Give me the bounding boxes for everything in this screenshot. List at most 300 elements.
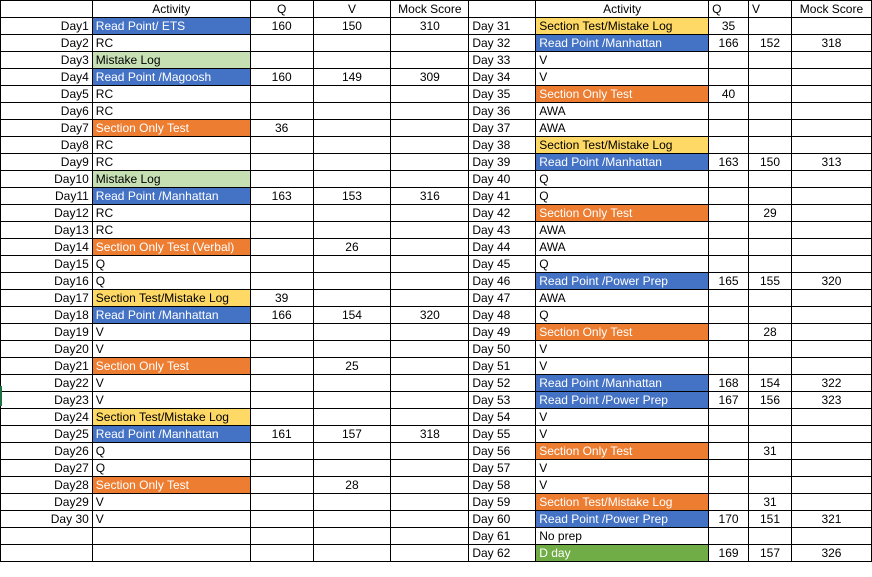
mock-score-cell[interactable] [391,358,469,375]
q-score-cell[interactable] [709,103,749,120]
activity-cell[interactable]: Q [536,256,709,273]
v-score-cell[interactable] [313,103,391,120]
mock-score-cell[interactable] [791,52,871,69]
v-score-cell[interactable] [749,69,792,86]
v-score-cell[interactable] [749,188,792,205]
mock-score-cell[interactable] [791,120,871,137]
q-score-cell[interactable] [250,392,313,409]
header-v-left[interactable]: V [313,1,391,18]
q-score-cell[interactable] [709,222,749,239]
day-cell[interactable]: Day12 [1,205,93,222]
header-mock-left[interactable]: Mock Score [391,1,469,18]
q-score-cell[interactable] [250,154,313,171]
mock-score-cell[interactable]: 326 [791,545,871,562]
q-score-cell[interactable] [250,443,313,460]
day-cell[interactable]: Day 47 [469,290,536,307]
v-score-cell[interactable] [749,239,792,256]
v-score-cell[interactable] [749,426,792,443]
day-cell[interactable]: Day 53 [469,392,536,409]
v-score-cell[interactable]: 31 [749,494,792,511]
v-score-cell[interactable] [313,443,391,460]
day-cell[interactable]: Day16 [1,273,93,290]
v-score-cell[interactable] [749,409,792,426]
activity-cell[interactable]: RC [92,137,250,154]
day-cell[interactable]: Day 54 [469,409,536,426]
v-score-cell[interactable] [313,52,391,69]
mock-score-cell[interactable] [791,256,871,273]
mock-score-cell[interactable] [391,460,469,477]
activity-cell[interactable]: V [92,494,250,511]
activity-cell[interactable]: V [536,460,709,477]
v-score-cell[interactable] [749,171,792,188]
q-score-cell[interactable] [250,52,313,69]
q-score-cell[interactable] [709,120,749,137]
q-score-cell[interactable] [709,443,749,460]
v-score-cell[interactable] [749,307,792,324]
activity-cell[interactable]: Section Only Test [92,120,250,137]
mock-score-cell[interactable] [391,205,469,222]
activity-cell[interactable]: AWA [536,239,709,256]
q-score-cell[interactable] [250,494,313,511]
day-cell[interactable]: Day 49 [469,324,536,341]
mock-score-cell[interactable] [791,18,871,35]
activity-cell[interactable]: Section Only Test [536,324,709,341]
v-score-cell[interactable] [313,324,391,341]
q-score-cell[interactable] [709,528,749,545]
mock-score-cell[interactable] [391,239,469,256]
activity-cell[interactable]: RC [92,222,250,239]
v-score-cell[interactable] [313,154,391,171]
day-cell[interactable]: Day15 [1,256,93,273]
day-cell[interactable]: Day10 [1,171,93,188]
q-score-cell[interactable] [250,545,313,562]
day-cell[interactable]: Day5 [1,86,93,103]
mock-score-cell[interactable] [791,460,871,477]
activity-cell[interactable]: Read Point /Manhattan [92,426,250,443]
mock-score-cell[interactable] [791,290,871,307]
day-cell[interactable]: Day25 [1,426,93,443]
q-score-cell[interactable]: 163 [709,154,749,171]
v-score-cell[interactable]: 31 [749,443,792,460]
day-cell[interactable]: Day11 [1,188,93,205]
q-score-cell[interactable] [709,256,749,273]
q-score-cell[interactable]: 167 [709,392,749,409]
activity-cell[interactable]: V [92,511,250,528]
mock-score-cell[interactable] [791,188,871,205]
mock-score-cell[interactable] [391,528,469,545]
mock-score-cell[interactable] [391,52,469,69]
v-score-cell[interactable]: 29 [749,205,792,222]
mock-score-cell[interactable] [391,409,469,426]
mock-score-cell[interactable]: 310 [391,18,469,35]
day-cell[interactable]: Day18 [1,307,93,324]
day-cell[interactable]: Day20 [1,341,93,358]
day-cell[interactable]: Day 30 [1,511,93,528]
v-score-cell[interactable]: 157 [749,545,792,562]
day-cell[interactable]: Day 42 [469,205,536,222]
header-day-right[interactable] [469,1,536,18]
day-cell[interactable]: Day 33 [469,52,536,69]
v-score-cell[interactable] [313,120,391,137]
day-cell[interactable]: Day 52 [469,375,536,392]
activity-cell[interactable]: No prep [536,528,709,545]
q-score-cell[interactable]: 166 [250,307,313,324]
activity-cell[interactable]: V [92,392,250,409]
day-cell[interactable]: Day7 [1,120,93,137]
activity-cell[interactable]: Q [536,188,709,205]
activity-cell[interactable]: Q [92,256,250,273]
q-score-cell[interactable] [709,205,749,222]
q-score-cell[interactable]: 168 [709,375,749,392]
mock-score-cell[interactable] [391,273,469,290]
v-score-cell[interactable] [313,409,391,426]
mock-score-cell[interactable] [391,443,469,460]
q-score-cell[interactable]: 160 [250,18,313,35]
activity-cell[interactable]: Read Point/ ETS [92,18,250,35]
activity-cell[interactable]: V [536,52,709,69]
day-cell[interactable]: Day 41 [469,188,536,205]
mock-score-cell[interactable]: 320 [791,273,871,290]
activity-cell[interactable]: RC [92,35,250,52]
mock-score-cell[interactable] [391,222,469,239]
v-score-cell[interactable] [313,222,391,239]
v-score-cell[interactable] [749,290,792,307]
mock-score-cell[interactable] [391,375,469,392]
v-score-cell[interactable] [313,494,391,511]
activity-cell[interactable]: V [92,341,250,358]
v-score-cell[interactable] [749,341,792,358]
header-v-right[interactable]: V [749,1,792,18]
mock-score-cell[interactable]: 313 [791,154,871,171]
q-score-cell[interactable] [709,52,749,69]
v-score-cell[interactable] [313,35,391,52]
mock-score-cell[interactable] [791,103,871,120]
q-score-cell[interactable] [250,358,313,375]
day-cell[interactable]: Day 55 [469,426,536,443]
q-score-cell[interactable]: 36 [250,120,313,137]
v-score-cell[interactable] [749,103,792,120]
q-score-cell[interactable] [709,307,749,324]
day-cell[interactable]: Day 61 [469,528,536,545]
mock-score-cell[interactable] [391,494,469,511]
mock-score-cell[interactable]: 322 [791,375,871,392]
day-cell[interactable]: Day 48 [469,307,536,324]
v-score-cell[interactable] [749,120,792,137]
v-score-cell[interactable] [313,375,391,392]
activity-cell[interactable]: Read Point /Manhattan [536,154,709,171]
v-score-cell[interactable] [749,256,792,273]
q-score-cell[interactable]: 166 [709,35,749,52]
day-cell[interactable]: Day 51 [469,358,536,375]
activity-cell[interactable]: AWA [536,290,709,307]
q-score-cell[interactable] [250,86,313,103]
day-cell[interactable]: Day 39 [469,154,536,171]
v-score-cell[interactable] [313,137,391,154]
activity-cell[interactable]: RC [92,154,250,171]
v-score-cell[interactable] [313,171,391,188]
header-activity-right[interactable]: Activity [536,1,709,18]
mock-score-cell[interactable] [391,103,469,120]
v-score-cell[interactable] [749,358,792,375]
day-cell[interactable]: Day 62 [469,545,536,562]
q-score-cell[interactable] [250,409,313,426]
mock-score-cell[interactable] [791,494,871,511]
q-score-cell[interactable]: 35 [709,18,749,35]
q-score-cell[interactable] [250,171,313,188]
day-cell[interactable]: Day14 [1,239,93,256]
day-cell[interactable]: Day17 [1,290,93,307]
v-score-cell[interactable] [749,137,792,154]
activity-cell[interactable]: Read Point /Power Prep [536,392,709,409]
activity-cell[interactable]: V [536,358,709,375]
activity-cell[interactable]: Q [92,273,250,290]
mock-score-cell[interactable] [391,256,469,273]
mock-score-cell[interactable] [391,86,469,103]
activity-cell[interactable]: Read Point /Power Prep [536,273,709,290]
activity-cell[interactable]: Read Point /Manhattan [92,307,250,324]
day-cell[interactable]: Day27 [1,460,93,477]
day-cell[interactable]: Day 37 [469,120,536,137]
day-cell[interactable]: Day 45 [469,256,536,273]
mock-score-cell[interactable] [391,120,469,137]
day-cell[interactable]: Day 60 [469,511,536,528]
mock-score-cell[interactable]: 316 [391,188,469,205]
v-score-cell[interactable]: 151 [749,511,792,528]
mock-score-cell[interactable] [391,545,469,562]
header-activity-left[interactable]: Activity [92,1,250,18]
mock-score-cell[interactable] [791,171,871,188]
activity-cell[interactable]: Q [92,460,250,477]
q-score-cell[interactable] [250,273,313,290]
mock-score-cell[interactable] [791,205,871,222]
activity-cell[interactable]: V [92,375,250,392]
q-score-cell[interactable] [250,222,313,239]
v-score-cell[interactable] [313,341,391,358]
mock-score-cell[interactable]: 318 [791,35,871,52]
activity-cell[interactable]: Read Point /Magoosh [92,69,250,86]
v-score-cell[interactable] [749,18,792,35]
mock-score-cell[interactable] [391,511,469,528]
day-cell[interactable]: Day 58 [469,477,536,494]
activity-cell[interactable]: Section Test/Mistake Log [92,290,250,307]
day-cell[interactable] [1,528,93,545]
day-cell[interactable]: Day 35 [469,86,536,103]
v-score-cell[interactable] [313,290,391,307]
v-score-cell[interactable]: 154 [313,307,391,324]
day-cell[interactable]: Day24 [1,409,93,426]
day-cell[interactable]: Day8 [1,137,93,154]
mock-score-cell[interactable] [391,392,469,409]
mock-score-cell[interactable] [791,528,871,545]
day-cell[interactable]: Day 36 [469,103,536,120]
activity-cell[interactable]: AWA [536,103,709,120]
day-cell[interactable] [1,545,93,562]
v-score-cell[interactable] [749,528,792,545]
q-score-cell[interactable] [709,341,749,358]
v-score-cell[interactable] [313,86,391,103]
v-score-cell[interactable] [313,273,391,290]
mock-score-cell[interactable] [391,137,469,154]
mock-score-cell[interactable] [791,239,871,256]
day-cell[interactable]: Day13 [1,222,93,239]
activity-cell[interactable]: Section Only Test [536,443,709,460]
q-score-cell[interactable] [709,324,749,341]
q-score-cell[interactable]: 39 [250,290,313,307]
q-score-cell[interactable] [709,290,749,307]
day-cell[interactable]: Day 34 [469,69,536,86]
activity-cell[interactable]: Section Only Test [536,86,709,103]
q-score-cell[interactable] [250,460,313,477]
day-cell[interactable]: Day26 [1,443,93,460]
activity-cell[interactable]: V [536,69,709,86]
day-cell[interactable]: Day9 [1,154,93,171]
q-score-cell[interactable] [709,409,749,426]
mock-score-cell[interactable] [791,324,871,341]
activity-cell[interactable]: Read Point /Manhattan [536,35,709,52]
day-cell[interactable]: Day 59 [469,494,536,511]
activity-cell[interactable]: V [536,341,709,358]
activity-cell[interactable]: AWA [536,120,709,137]
v-score-cell[interactable] [749,477,792,494]
mock-score-cell[interactable]: 318 [391,426,469,443]
activity-cell[interactable]: Read Point /Power Prep [536,511,709,528]
q-score-cell[interactable] [250,477,313,494]
day-cell[interactable]: Day19 [1,324,93,341]
mock-score-cell[interactable] [391,35,469,52]
mock-score-cell[interactable] [391,477,469,494]
q-score-cell[interactable] [250,103,313,120]
mock-score-cell[interactable] [391,154,469,171]
day-cell[interactable]: Day 31 [469,18,536,35]
q-score-cell[interactable]: 169 [709,545,749,562]
q-score-cell[interactable]: 161 [250,426,313,443]
v-score-cell[interactable] [313,528,391,545]
mock-score-cell[interactable] [791,69,871,86]
q-score-cell[interactable] [709,460,749,477]
activity-cell[interactable]: V [536,426,709,443]
q-score-cell[interactable] [250,528,313,545]
activity-cell[interactable]: Mistake Log [92,52,250,69]
activity-cell[interactable]: Section Test/Mistake Log [536,494,709,511]
v-score-cell[interactable]: 28 [313,477,391,494]
v-score-cell[interactable]: 149 [313,69,391,86]
activity-cell[interactable]: RC [92,103,250,120]
activity-cell[interactable] [92,545,250,562]
v-score-cell[interactable] [313,460,391,477]
mock-score-cell[interactable] [791,358,871,375]
v-score-cell[interactable]: 154 [749,375,792,392]
activity-cell[interactable]: Section Only Test [536,205,709,222]
activity-cell[interactable]: V [536,477,709,494]
mock-score-cell[interactable] [391,324,469,341]
v-score-cell[interactable] [313,205,391,222]
day-cell[interactable]: Day 32 [469,35,536,52]
activity-cell[interactable]: V [92,324,250,341]
v-score-cell[interactable] [749,460,792,477]
mock-score-cell[interactable] [791,137,871,154]
mock-score-cell[interactable]: 323 [791,392,871,409]
day-cell[interactable]: Day28 [1,477,93,494]
q-score-cell[interactable] [250,35,313,52]
header-q-right[interactable]: Q [709,1,749,18]
day-cell[interactable]: Day23 [1,392,93,409]
activity-cell[interactable]: Section Test/Mistake Log [536,137,709,154]
v-score-cell[interactable]: 26 [313,239,391,256]
activity-cell[interactable]: Section Only Test [92,477,250,494]
q-score-cell[interactable] [250,205,313,222]
v-score-cell[interactable] [313,392,391,409]
q-score-cell[interactable] [250,137,313,154]
q-score-cell[interactable] [709,188,749,205]
q-score-cell[interactable] [250,511,313,528]
q-score-cell[interactable] [709,137,749,154]
day-cell[interactable]: Day 56 [469,443,536,460]
v-score-cell[interactable]: 25 [313,358,391,375]
q-score-cell[interactable]: 163 [250,188,313,205]
v-score-cell[interactable]: 153 [313,188,391,205]
q-score-cell[interactable] [709,426,749,443]
activity-cell[interactable]: Read Point /Manhattan [536,375,709,392]
activity-cell[interactable]: D day [536,545,709,562]
v-score-cell[interactable] [313,511,391,528]
day-cell[interactable]: Day21 [1,358,93,375]
mock-score-cell[interactable]: 321 [791,511,871,528]
q-score-cell[interactable]: 170 [709,511,749,528]
header-q-left[interactable]: Q [250,1,313,18]
activity-cell[interactable]: Q [536,171,709,188]
q-score-cell[interactable]: 165 [709,273,749,290]
mock-score-cell[interactable]: 309 [391,69,469,86]
day-cell[interactable]: Day 40 [469,171,536,188]
q-score-cell[interactable]: 160 [250,69,313,86]
q-score-cell[interactable] [709,494,749,511]
v-score-cell[interactable] [313,545,391,562]
q-score-cell[interactable] [250,256,313,273]
day-cell[interactable]: Day 43 [469,222,536,239]
q-score-cell[interactable] [250,239,313,256]
v-score-cell[interactable]: 150 [749,154,792,171]
mock-score-cell[interactable] [391,171,469,188]
v-score-cell[interactable]: 156 [749,392,792,409]
v-score-cell[interactable] [749,222,792,239]
mock-score-cell[interactable] [791,86,871,103]
q-score-cell[interactable]: 40 [709,86,749,103]
header-mock-right[interactable]: Mock Score [791,1,871,18]
day-cell[interactable]: Day3 [1,52,93,69]
header-day-left[interactable] [1,1,93,18]
activity-cell[interactable]: Read Point /Manhattan [92,188,250,205]
activity-cell[interactable]: Section Test/Mistake Log [92,409,250,426]
v-score-cell[interactable]: 150 [313,18,391,35]
activity-cell[interactable] [92,528,250,545]
day-cell[interactable]: Day6 [1,103,93,120]
mock-score-cell[interactable] [791,222,871,239]
q-score-cell[interactable] [709,239,749,256]
activity-cell[interactable]: Mistake Log [92,171,250,188]
day-cell[interactable]: Day 57 [469,460,536,477]
v-score-cell[interactable] [749,52,792,69]
mock-score-cell[interactable]: 320 [391,307,469,324]
activity-cell[interactable]: RC [92,86,250,103]
activity-cell[interactable]: AWA [536,222,709,239]
v-score-cell[interactable]: 155 [749,273,792,290]
mock-score-cell[interactable] [791,443,871,460]
day-cell[interactable]: Day 38 [469,137,536,154]
activity-cell[interactable]: Q [92,443,250,460]
v-score-cell[interactable]: 28 [749,324,792,341]
activity-cell[interactable]: Section Only Test [92,358,250,375]
day-cell[interactable]: Day 44 [469,239,536,256]
